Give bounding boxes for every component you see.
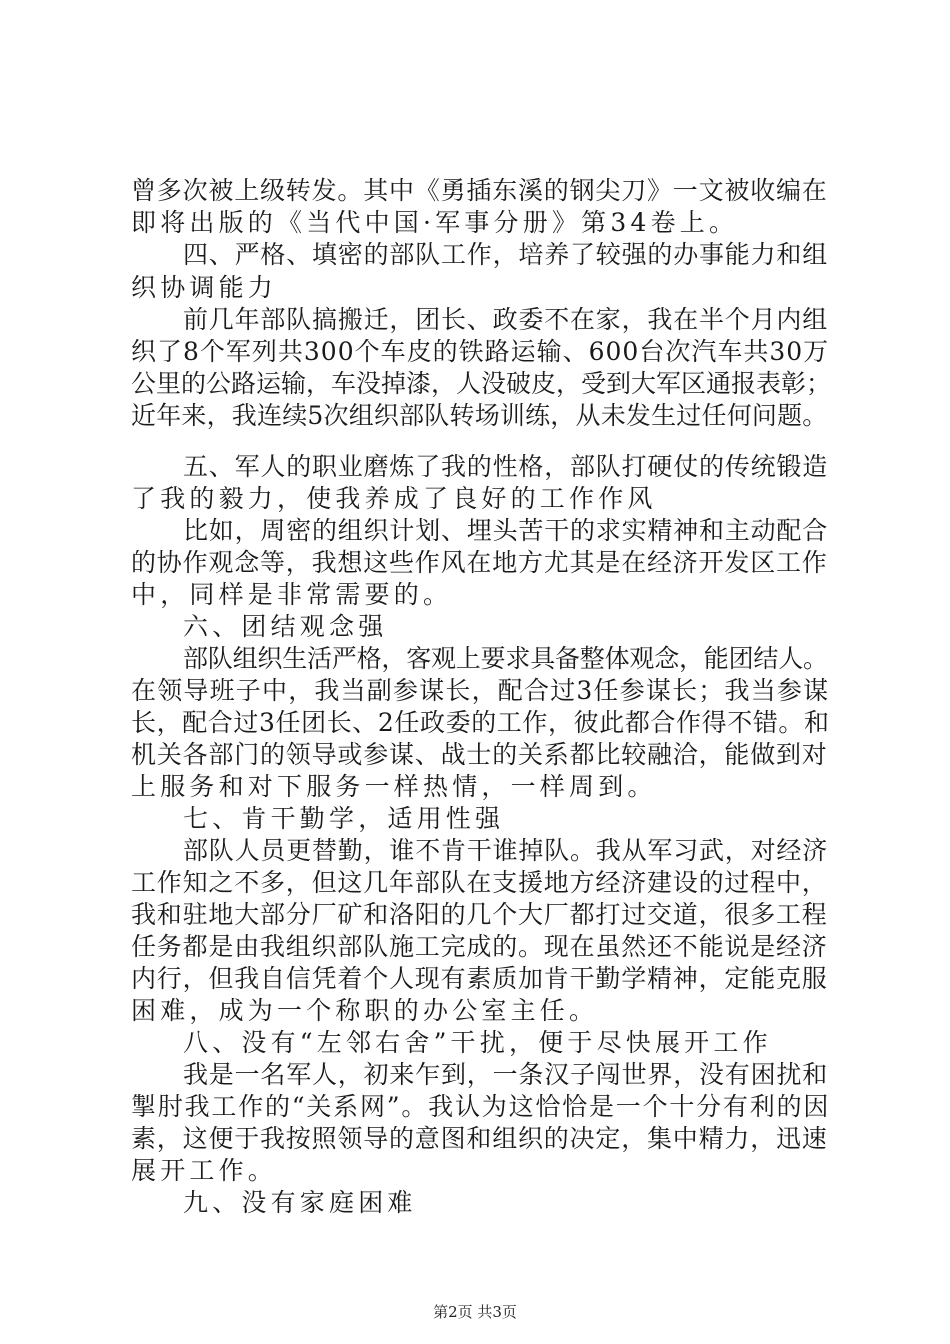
text-line: 前几年部队搞搬迁，团长、政委不在家，我在半个月内组	[183, 305, 829, 334]
text-line: 部队人员更替勤，谁不肯干谁掉队。我从军习武，对经济	[183, 836, 829, 865]
text-line: 即将出版的《当代中国·军事分册》第34卷上。	[131, 208, 739, 237]
text-line: 素，这便于我按照领导的意图和组织的决定，集中精力，迅速	[131, 1124, 828, 1153]
section-heading: 五、军人的职业磨炼了我的性格，部队打硬仗的传统锻造	[183, 452, 829, 481]
text-line: 困难，成为一个称职的办公室主任。	[131, 996, 599, 1025]
text-line: 近年来，我连续5次组织部队转场训练，从未发生过任何问题。	[131, 401, 828, 430]
section-heading: 六、团结观念强	[183, 612, 388, 641]
text-line: 公里的公路运输，车没掉漆，人没破皮，受到大军区通报表彰；	[131, 369, 832, 398]
text-line: 的协作观念等，我想这些作风在地方尤其是在经济开发区工作	[131, 548, 828, 577]
text-line: 中，同样是非常需要的。	[131, 580, 453, 609]
text-line: 织了8个军列共300个车皮的铁路运输、600台次汽车共30万	[131, 337, 830, 366]
text-line: 织协调能力	[131, 273, 278, 302]
text-line: 长，配合过3任团长、2任政委的工作，彼此都合作得不错。和	[131, 708, 830, 737]
text-line: 在领导班子中，我当副参谋长，配合过3任参谋长；我当参谋	[131, 676, 830, 705]
text-line: 我和驻地大部分厂矿和洛阳的几个大厂都打过交道，很多工程	[131, 900, 828, 929]
text-line: 展开工作。	[131, 1156, 278, 1185]
text-line: 了我的毅力，使我养成了良好的工作作风	[131, 484, 657, 513]
text-line: 我是一名军人，初来乍到，一条汉子闯世界，没有困扰和	[183, 1060, 829, 1089]
section-heading: 七、肯干勤学，适用性强	[183, 804, 505, 833]
section-heading: 九、没有家庭困难	[183, 1188, 417, 1217]
text-line: 内行，但我自信凭着个人现有素质加肯干勤学精神，定能克服	[131, 964, 828, 993]
text-line: 任务都是由我组织部队施工完成的。现在虽然还不能说是经济	[131, 932, 828, 961]
text-line: 掣肘我工作的“关系网”。我认为这恰恰是一个十分有利的因	[131, 1092, 831, 1121]
section-heading: 八、没有“左邻右舍”干扰，便于尽快展开工作	[183, 1028, 772, 1057]
text-line: 比如，周密的组织计划、埋头苦干的求实精神和主动配合	[183, 516, 829, 545]
text-line: 部队组织生活严格，客观上要求具备整体观念，能团结人。	[183, 644, 828, 673]
text-line: 曾多次被上级转发。其中《勇插东溪的钢尖刀》一文被收编在	[131, 176, 828, 205]
text-line: 上服务和对下服务一样热情，一样周到。	[131, 772, 657, 801]
section-heading: 四、严格、填密的部队工作，培养了较强的办事能力和组	[183, 240, 829, 269]
text-line: 机关各部门的领导或参谋、战士的关系都比较融洽，能做到对	[131, 740, 828, 769]
text-line: 工作知之不多，但这几年部队在支援地方经济建设的过程中，	[131, 868, 828, 897]
page-number-footer: 第2页 共3页	[433, 1303, 517, 1321]
